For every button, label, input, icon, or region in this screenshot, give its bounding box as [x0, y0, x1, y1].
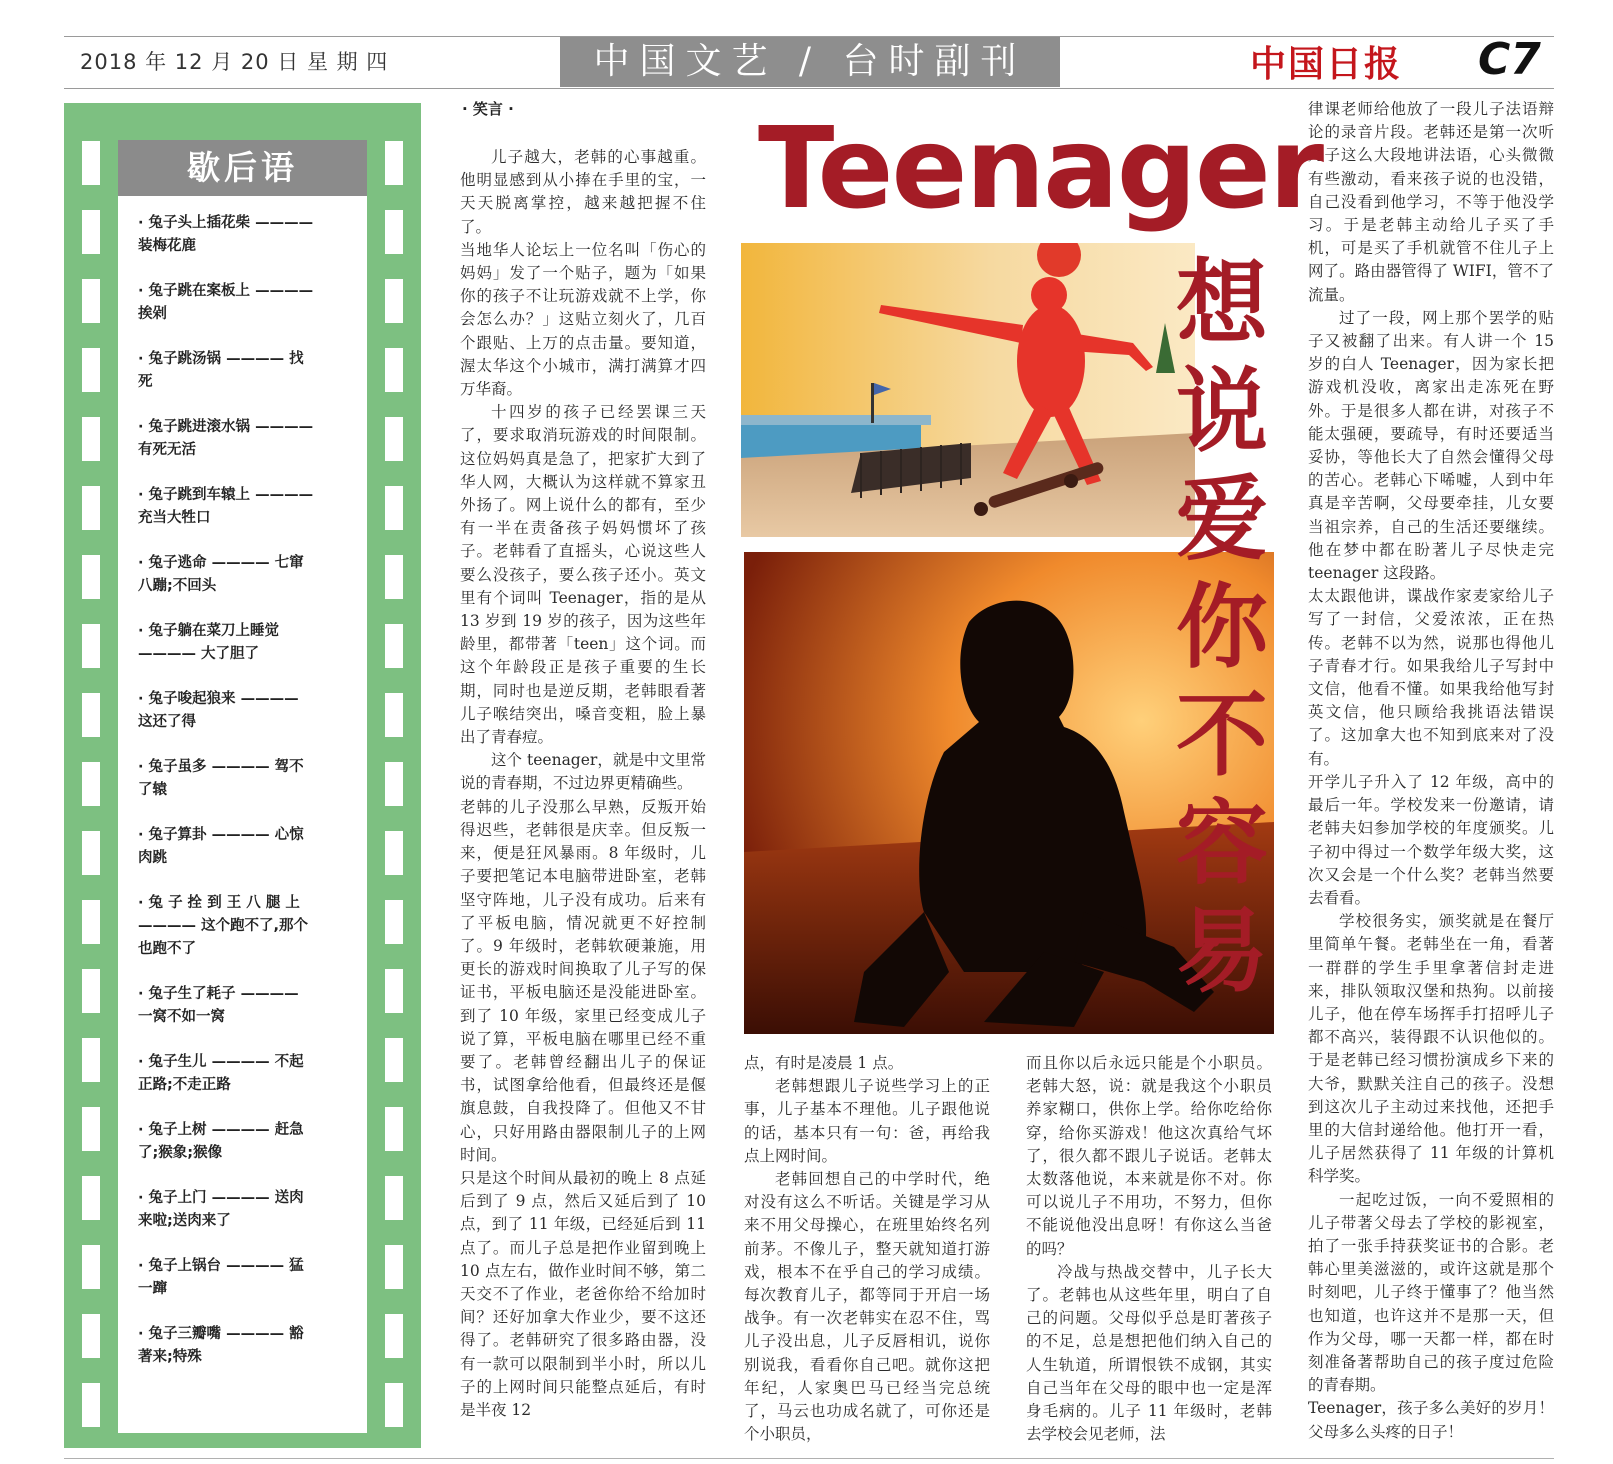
proverb-line: · 兔子跳在案板上 ———— — [138, 283, 314, 299]
article-paragraph: 太太跟他讲，谍战作家麦家给儿子写了一封信，父爱浓浓，正在热传。老韩不以为然，说那也得他儿子青春才行。如果我给儿子写封中文信，他看不懂。如果我给他写封英文信，他只顾给我挑语法错误了。这加拿大也不知到底来对了没有。 — [1308, 587, 1554, 768]
film-perforation — [385, 831, 403, 875]
proverb-item — [138, 688, 356, 734]
film-perforation — [385, 555, 403, 599]
film-perforation — [82, 555, 100, 599]
film-perforation — [82, 1245, 100, 1289]
page-bottom-rule — [64, 1458, 1554, 1459]
proverb-line: 死 — [138, 374, 153, 390]
proverb-line: 这还了得 — [138, 714, 196, 730]
article-paragraph: Teenager，孩子多么美好的岁月！父母多么头疼的日子！ — [1308, 1399, 1554, 1441]
film-perforation — [385, 1176, 403, 1220]
article-column-1 — [460, 146, 706, 1422]
film-perforation — [385, 486, 403, 530]
article-column-4 — [1308, 98, 1554, 1444]
proverb-line: ———— 大了胆了 — [138, 646, 260, 662]
proverb-item — [138, 348, 356, 394]
proverb-line: 正路;不走正路 — [138, 1077, 231, 1093]
proverb-line: 挨剁 — [138, 306, 167, 322]
article-paragraph: 开学儿子升入了 12 年级，高中的最后一年。学校发来一份邀请，请老韩夫妇参加学校的年度颁奖。儿子初中得过一个数学年级大奖，这次又会是一个什么奖？老韩当然要去看看。 — [1308, 772, 1554, 907]
film-perforation — [385, 1314, 403, 1358]
film-perforation — [82, 417, 100, 461]
proverb-item — [138, 1051, 356, 1097]
proverb-line: · 兔子跳到车辕上 ———— — [138, 487, 314, 503]
article-paragraph: 一起吃过饭，一向不爱照相的儿子带著父母去了学校的影视室，拍了一张手持获奖证书的合影。老韩心里美滋滋的，或许这就是那个时刻吧，儿子终于懂事了？他当然也知道，也许这并不是那一天，但作为父母，哪一天都一样，都在时刻准备著帮助自己的孩子度过危险的青春期。 — [1308, 1190, 1554, 1395]
proverb-line: 了辕 — [138, 782, 167, 798]
proverb-line: 有死无活 — [138, 442, 196, 458]
page-number: C7 — [1478, 34, 1541, 85]
proverb-item — [138, 892, 356, 961]
section-title: 中国文艺 / 台时副刊 — [560, 37, 1060, 87]
proverb-line: · 兔 子 拴 到 王 八 腿 上 — [138, 895, 300, 911]
article-paragraph: 老韩的儿子没那么早熟，反叛开始得迟些，老韩很是庆幸。但反叛一来，便是狂风暴雨。8 年级时，儿子要把笔记本电脑带进卧室，老韩坚守阵地，儿子没有成功。后来有了平板电脑，情况就更不好控制了。9 年级时，老韩软硬兼施，用更长的游戏时间换取了儿子写的保证书，平板电脑还是没能进卧室。到了 10 年级，家里已经变成儿子说了算，平板电脑在哪里已经不重要了。老韩曾经翻出儿子的保证书，试图拿给他看，但最终还是偃旗息鼓，自我投降了。但他又不甘心，只好用路由器限制儿子的上网时间。 — [460, 797, 706, 1164]
proverb-line: 装梅花鹿 — [138, 238, 196, 254]
sidebar-title: 歇后语 — [118, 140, 367, 196]
proverb-item — [138, 280, 356, 326]
film-perforation — [385, 900, 403, 944]
proverb-item — [138, 1255, 356, 1301]
film-perforation — [82, 969, 100, 1013]
film-strip-sidebar — [64, 103, 421, 1448]
film-perforation — [82, 141, 100, 185]
article-paragraph: 老韩回想自己的中学时代，绝对没有这么不听话。关键是学习从来不用父母操心，在班里始终名列前茅。不像儿子，整天就知道打游戏，根本不在乎自己的学习成绩。每次教育儿子，都等同于开启一场战争。有一次老韩实在忍不住，骂儿子没出息，儿子反唇相讥，说你别说我，看看你自己吧。就你这把年纪，人家奥巴马已经当完总统了，马云也功成名就了，可你还是个小职员， — [744, 1170, 990, 1444]
film-perforation — [385, 1107, 403, 1151]
article-paragraph: 冷战与热战交替中，儿子长大了。老韩也从这些年里，明白了自己的问题。父母似乎总是盯著孩子的不足，总是想把他们纳入自己的人生轨道，所谓恨铁不成钢，其实自己当年在父母的眼中也一定是浑身毛病的。儿子 11 年级时，老韩去学校会见老师，法 — [1026, 1262, 1272, 1444]
proverb-line: · 兔子生了耗子 ———— — [138, 986, 299, 1002]
film-perforation — [82, 900, 100, 944]
film-perforation — [385, 1038, 403, 1082]
proverb-line: 来啦;送肉来了 — [138, 1213, 231, 1229]
film-perforation — [82, 348, 100, 392]
proverb-panel — [118, 140, 367, 1433]
proverb-line: 了;猴象;猴像 — [138, 1145, 223, 1161]
article-paragraph: 儿子越大，老韩的心事越重。他明显感到从小捧在手里的宝，一天天脱离掌控，越来越把握不住了。 — [460, 148, 706, 236]
proverb-item — [138, 552, 356, 598]
film-perforation — [385, 624, 403, 668]
publication-date: 2018 年 12 月 20 日 星 期 四 — [80, 50, 389, 74]
proverb-line: · 兔子上门 ———— 送肉 — [138, 1190, 304, 1206]
article-paragraph: 学校很务实，颁奖就是在餐厅里简单午餐。老韩坐在一角，看著一群群的学生手里拿著信封走进来，排队领取汉堡和热狗。以前接儿子，他在停车场挥手打招呼儿子都不高兴，装得跟不认识他似的。于是老韩已经习惯扮演成乡下来的大爷，默默关注自己的孩子。没想到这次儿子主动过来找他，还把手里的大信封递给他。他打开一看，儿子居然获得了 11 年级的计算机科学奖。 — [1308, 912, 1554, 1186]
film-perforation — [82, 279, 100, 323]
film-perforation — [82, 624, 100, 668]
proverb-item — [138, 1187, 356, 1233]
article-column-3 — [1026, 1052, 1272, 1446]
proverb-line: · 兔子跳进滚水锅 ———— — [138, 419, 314, 435]
article-paragraph: 老韩想跟儿子说些学习上的正事，儿子基本不理他。儿子跟他说的话，基本只有一句：爸，再给我点上网时间。 — [744, 1077, 990, 1165]
film-perforation — [385, 762, 403, 806]
proverb-line: 著来;特殊 — [138, 1349, 202, 1365]
film-perforation — [82, 831, 100, 875]
film-perforation — [385, 417, 403, 461]
article-paragraph: 律课老师给他放了一段儿子法语辩论的录音片段。老韩还是第一次听儿子这么大段地讲法语，心头微微有些激动，看来孩子说的也没错，自己没看到他学习，不等于他没学习。于是老韩主动给儿子买了手机，可是买了手机就管不住儿子上网了。路由器管得了 WIFI，管不了流量。 — [1308, 100, 1554, 304]
proverb-line: 八蹦;不回头 — [138, 578, 217, 594]
proverb-line: · 兔子虽多 ———— 驾不 — [138, 759, 304, 775]
masthead-logo: 中国日报 — [1250, 43, 1403, 85]
article-paragraph: 这个 teenager，就是中文里常说的青春期，不过边界更精确些。 — [460, 751, 706, 793]
proverb-line: 肉跳 — [138, 850, 167, 866]
film-perforation — [82, 486, 100, 530]
film-perforation — [82, 1038, 100, 1082]
proverb-item — [138, 1323, 356, 1369]
proverb-item — [138, 756, 356, 802]
proverb-line: 充当大牲口 — [138, 510, 211, 526]
proverb-line: · 兔子逃命 ———— 七窜 — [138, 555, 304, 571]
proverb-line: 一蹿 — [138, 1281, 167, 1297]
article-paragraph: 只是这个时间从最初的晚上 8 点延后到了 9 点，然后又延后到了 10 点，到了 11 年级，已经延后到 11 点了。而儿子总是把作业留到晚上 10 点左右，做作业时间不够，第二天交不了作业，老爸你给不给加时间？还好加拿大作业少，要不这还得了。老韩研究了很多路由器，没有一款可以限制到半小时，所以儿子的上网时间只能整点延后，有时是半夜 12 — [460, 1168, 706, 1419]
proverb-line: · 兔子算卦 ———— 心惊 — [138, 827, 304, 843]
proverb-line: · 兔子躺在菜刀上睡觉 — [138, 623, 280, 639]
header-bottom-rule — [64, 88, 1554, 89]
proverb-item — [138, 212, 356, 258]
proverb-line: · 兔子头上插花柴 ———— — [138, 215, 314, 231]
film-perforation — [82, 1314, 100, 1358]
film-perforation — [82, 1107, 100, 1151]
proverb-line: 也跑不了 — [138, 941, 196, 957]
article-category-label: · 笑言 · — [462, 100, 514, 118]
film-perforation — [385, 279, 403, 323]
film-perforation — [82, 762, 100, 806]
proverb-line: · 兔子三瓣嘴 ———— 豁 — [138, 1326, 304, 1342]
proverb-item — [138, 484, 356, 530]
article-paragraph: 而且你以后永远只能是个小职员。老韩大怒，说：就是我这个小职员养家糊口，供你上学。给你吃给你穿，给你买游戏！他这次真给气坏了，很久都不跟儿子说话。老韩太太数落他说，本来就是你不对。你可以说儿子不用功，不努力，但你不能说他没出息呀！有你这么当爸的吗？ — [1026, 1054, 1272, 1258]
film-perforation — [82, 1383, 100, 1427]
proverb-line: · 兔子上树 ———— 赶急 — [138, 1122, 304, 1138]
skateboarder-photo — [741, 243, 1195, 537]
film-perforation — [82, 693, 100, 737]
proverb-item — [138, 1119, 356, 1165]
vertical-subheadline: 想说爱你不容易 — [1175, 250, 1268, 1005]
film-perforation — [385, 141, 403, 185]
proverb-item — [138, 416, 356, 462]
proverb-line: · 兔子跳汤锅 ———— 找 — [138, 351, 304, 367]
film-perforation — [385, 210, 403, 254]
film-perforation — [385, 1383, 403, 1427]
proverb-item — [138, 824, 356, 870]
film-perforation — [82, 210, 100, 254]
proverb-line: ———— 这个跑不了,那个 — [138, 918, 309, 934]
proverb-item — [138, 983, 356, 1029]
article-paragraph: 当地华人论坛上一位名叫「伤心的妈妈」发了一个贴子，题为「如果你的孩子不让玩游戏就不上学，你会怎么办？」这贴立刻火了，几百个跟贴、上万的点击量。要知道，渥太华这个小城市，满打满算才四万华裔。 — [460, 240, 706, 399]
proverb-line: · 兔子上锅台 ———— 猛 — [138, 1258, 304, 1274]
article-paragraph: 十四岁的孩子已经罢课三天了，要求取消玩游戏的时间限制。这位妈妈真是急了，把家扩大到了华人网，大概认为这样就不算家丑外扬了。网上说什么的都有，至少有一半在责备孩子妈妈惯坏了孩子。老韩看了直摇头，心说这些人要么没孩子，要么孩子还小。英文里有个词叫 Teenager，指的是从 13 岁到 19 岁的孩子，因为这些年龄里，都带著「teen」这个词。而这个年龄段正是孩子重要的生长期，同时也是逆反期，老韩眼看著儿子喉结突出，嗓音变粗，脸上暴出了青春痘。 — [460, 403, 706, 747]
article-column-2 — [744, 1052, 990, 1446]
film-perforation — [82, 1176, 100, 1220]
film-perforation — [385, 348, 403, 392]
proverb-line: · 兔子生儿 ———— 不起 — [138, 1054, 304, 1070]
film-perforation — [385, 969, 403, 1013]
headline: Teenager — [758, 104, 1323, 234]
film-perforation — [385, 1245, 403, 1289]
article-paragraph: 过了一段，网上那个罢学的贴子又被翻了出来。有人讲一个 15 岁的白人 Teenager，因为家长把游戏机没收，离家出走冻死在野外。于是很多人都在讲，对孩子不能太强硬，要疏导，有时还要适当妥协，等他长大了自然会懂得父母的苦心。老韩心下唏嘘，人到中年真是辛苦啊，父母要牵挂，儿女要当祖宗养，自己的生活还要继续。他在梦中都在盼著儿子尽快走完 teenager 这段路。 — [1308, 308, 1554, 583]
article-paragraph: 点，有时是凌晨 1 点。 — [744, 1054, 904, 1072]
proverb-line: · 兔子唆起狼来 ———— — [138, 691, 299, 707]
proverb-line: 一窝不如一窝 — [138, 1009, 225, 1025]
proverb-item — [138, 620, 356, 666]
film-perforation — [385, 693, 403, 737]
